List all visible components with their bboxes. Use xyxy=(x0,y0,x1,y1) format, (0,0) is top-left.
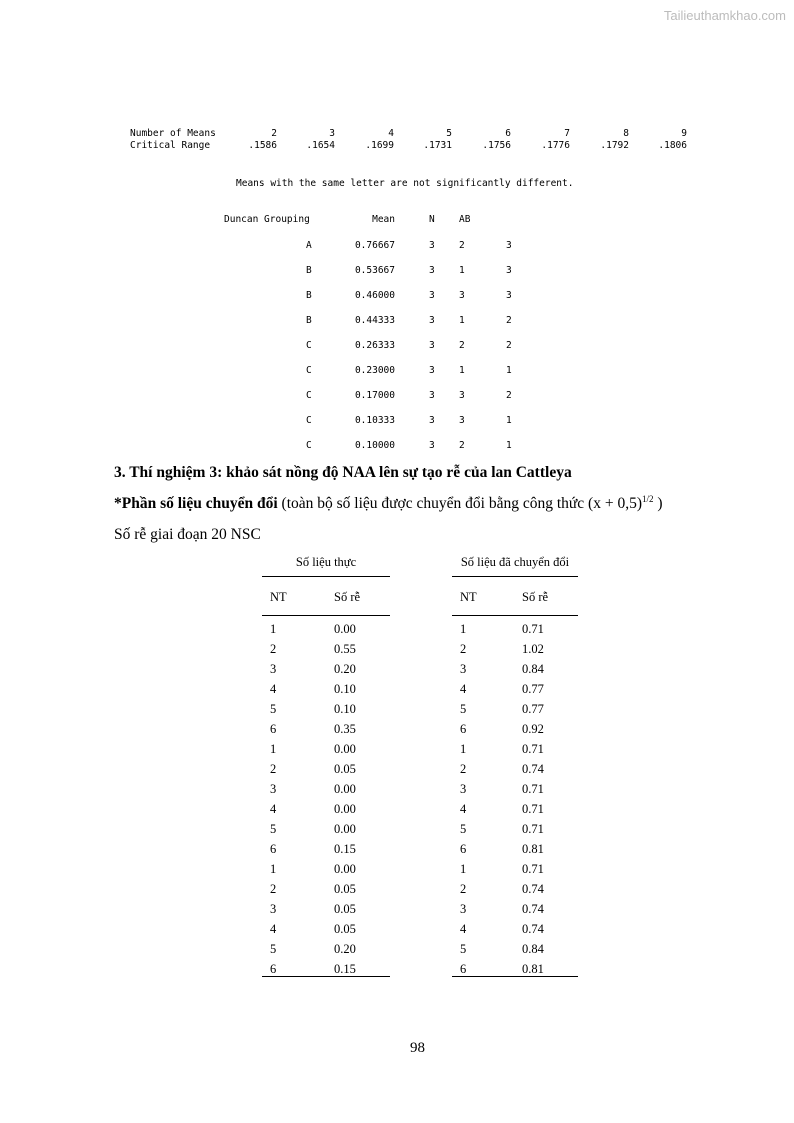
watermark: Tailieuthamkhao.com xyxy=(663,8,786,23)
nt-cell: 2 xyxy=(270,762,277,776)
nt-cell: 6 xyxy=(460,842,467,856)
duncan-group: C xyxy=(306,440,312,451)
caption-line: Số rễ giai đoạn 20 NSC xyxy=(114,526,261,543)
nt-cell: 1 xyxy=(270,622,277,636)
duncan-a: 1 xyxy=(459,365,465,376)
duncan-group: C xyxy=(306,340,312,351)
nt-cell: 6 xyxy=(270,722,277,736)
critical-range-value: .1756 xyxy=(482,140,511,151)
raw-data-table xyxy=(262,555,390,980)
range-label: Critical Range xyxy=(130,140,211,151)
so-re-cell: 0.00 xyxy=(334,782,356,796)
so-re-cell: 0.74 xyxy=(522,882,544,896)
converted-data-table xyxy=(452,555,578,980)
duncan-mean: 0.53667 xyxy=(354,265,395,276)
so-re-cell: 0.74 xyxy=(522,922,544,936)
duncan-a: 3 xyxy=(459,415,465,426)
so-re-cell: 0.71 xyxy=(522,822,544,836)
nt-cell: 2 xyxy=(460,642,467,656)
duncan-b: 3 xyxy=(506,265,512,276)
section-heading: 3. Thí nghiệm 3: khảo sát nồng độ NAA lên sự tạo rễ của lan Cattleya xyxy=(114,464,572,481)
means-value: 8 xyxy=(623,128,629,139)
raw-table-caption: Số liệu thực xyxy=(295,555,357,569)
duncan-mean: 0.26333 xyxy=(354,340,395,351)
so-re-cell: 0.05 xyxy=(334,922,356,936)
nt-cell: 5 xyxy=(460,822,467,836)
duncan-b: 1 xyxy=(506,415,512,426)
critical-range-value: .1699 xyxy=(365,140,394,151)
duncan-header-n: N xyxy=(429,214,435,225)
critical-range-value: .1586 xyxy=(248,140,277,151)
duncan-mean: 0.44333 xyxy=(354,315,395,326)
duncan-a: 1 xyxy=(459,265,465,276)
subheading xyxy=(114,495,663,513)
critical-range-value: .1654 xyxy=(306,140,335,151)
nt-cell: 2 xyxy=(460,882,467,896)
duncan-b: 2 xyxy=(506,315,512,326)
subheading-end: ) xyxy=(653,495,663,512)
duncan-mean: 0.10333 xyxy=(354,415,395,426)
so-re-cell: 0.10 xyxy=(334,702,356,716)
so-re-cell: 0.92 xyxy=(522,722,544,736)
nt-cell: 5 xyxy=(270,822,277,836)
so-re-cell: 0.74 xyxy=(522,902,544,916)
duncan-n: 3 xyxy=(429,240,435,251)
critical-range-value: .1806 xyxy=(658,140,687,151)
duncan-b: 2 xyxy=(506,340,512,351)
so-re-cell: 0.84 xyxy=(522,662,544,676)
duncan-b: 3 xyxy=(506,290,512,301)
duncan-group: C xyxy=(306,390,312,401)
page-number: 98 xyxy=(410,1040,425,1056)
so-re-cell: 0.05 xyxy=(334,902,356,916)
critical-range-value: .1792 xyxy=(600,140,629,151)
nt-cell: 3 xyxy=(270,662,277,676)
means-value: 3 xyxy=(329,128,335,139)
nt-cell: 4 xyxy=(460,682,467,696)
duncan-group: B xyxy=(306,315,312,326)
converted-table-bottom-rule xyxy=(452,976,578,977)
duncan-n: 3 xyxy=(429,365,435,376)
duncan-a: 3 xyxy=(459,390,465,401)
nt-cell: 5 xyxy=(460,702,467,716)
duncan-header-ab: AB xyxy=(459,214,471,225)
so-re-cell: 0.35 xyxy=(334,722,356,736)
duncan-group: B xyxy=(306,265,312,276)
so-re-cell: 0.55 xyxy=(334,642,356,656)
converted-header-nt: NT xyxy=(460,590,477,604)
so-re-cell: 0.71 xyxy=(522,802,544,816)
nt-cell: 4 xyxy=(270,682,277,696)
so-re-cell: 0.74 xyxy=(522,762,544,776)
duncan-b: 1 xyxy=(506,365,512,376)
so-re-cell: 0.81 xyxy=(522,842,544,856)
raw-header-nt: NT xyxy=(270,590,287,604)
duncan-a: 2 xyxy=(459,240,465,251)
nt-cell: 3 xyxy=(460,902,467,916)
nt-cell: 1 xyxy=(460,742,467,756)
so-re-cell: 0.00 xyxy=(334,822,356,836)
nt-cell: 6 xyxy=(460,722,467,736)
so-re-cell: 0.00 xyxy=(334,622,356,636)
duncan-header-mean: Mean xyxy=(372,214,395,225)
nt-cell: 3 xyxy=(270,782,277,796)
nt-cell: 2 xyxy=(270,882,277,896)
means-value: 7 xyxy=(564,128,570,139)
duncan-group: B xyxy=(306,290,312,301)
duncan-n: 3 xyxy=(429,265,435,276)
duncan-mean: 0.10000 xyxy=(354,440,395,451)
nt-cell: 1 xyxy=(270,742,277,756)
duncan-n: 3 xyxy=(429,340,435,351)
so-re-cell: 0.71 xyxy=(522,862,544,876)
nt-cell: 6 xyxy=(270,962,277,976)
subheading-text: (toàn bộ số liệu được chuyển đổi bằng công thức (x + 0,5) xyxy=(277,495,642,512)
means-value: 5 xyxy=(446,128,452,139)
so-re-cell: 0.20 xyxy=(334,942,356,956)
so-re-cell: 0.00 xyxy=(334,862,356,876)
nt-cell: 3 xyxy=(460,782,467,796)
critical-range-value: .1776 xyxy=(541,140,570,151)
duncan-n: 3 xyxy=(429,390,435,401)
duncan-mean: 0.17000 xyxy=(354,390,395,401)
duncan-mean: 0.23000 xyxy=(354,365,395,376)
duncan-n: 3 xyxy=(429,415,435,426)
so-re-cell: 0.15 xyxy=(334,962,356,976)
means-label: Number of Means xyxy=(130,128,216,139)
means-value: 9 xyxy=(681,128,687,139)
so-re-cell: 0.77 xyxy=(522,682,544,696)
raw-table-bottom-rule xyxy=(262,976,390,977)
nt-cell: 5 xyxy=(460,942,467,956)
converted-table-caption: Số liệu đã chuyển đổi xyxy=(460,555,570,569)
so-re-cell: 0.00 xyxy=(334,802,356,816)
so-re-cell: 1.02 xyxy=(522,642,544,656)
so-re-cell: 0.71 xyxy=(522,782,544,796)
raw-header-so-re: Số rễ xyxy=(334,590,361,604)
duncan-a: 1 xyxy=(459,315,465,326)
duncan-b: 1 xyxy=(506,440,512,451)
means-value: 2 xyxy=(271,128,277,139)
nt-cell: 3 xyxy=(270,902,277,916)
raw-table-header-rule xyxy=(262,615,390,616)
nt-cell: 1 xyxy=(460,862,467,876)
so-re-cell: 0.71 xyxy=(522,742,544,756)
significance-note: Means with the same letter are not significantly different. xyxy=(236,178,574,189)
nt-cell: 4 xyxy=(270,922,277,936)
subheading-bold: *Phần số liệu chuyển đổi xyxy=(114,495,278,512)
duncan-b: 2 xyxy=(506,390,512,401)
nt-cell: 5 xyxy=(270,702,277,716)
duncan-n: 3 xyxy=(429,315,435,326)
nt-cell: 1 xyxy=(270,862,277,876)
nt-cell: 4 xyxy=(460,802,467,816)
converted-table-header-rule xyxy=(452,615,578,616)
critical-range-value: .1731 xyxy=(423,140,452,151)
duncan-n: 3 xyxy=(429,290,435,301)
duncan-b: 3 xyxy=(506,240,512,251)
so-re-cell: 0.05 xyxy=(334,762,356,776)
duncan-mean: 0.46000 xyxy=(354,290,395,301)
nt-cell: 3 xyxy=(460,662,467,676)
so-re-cell: 0.84 xyxy=(522,942,544,956)
converted-header-so-re: Số rễ xyxy=(522,590,549,604)
so-re-cell: 0.77 xyxy=(522,702,544,716)
so-re-cell: 0.05 xyxy=(334,882,356,896)
means-value: 6 xyxy=(505,128,511,139)
subheading-exponent: 1/2 xyxy=(641,493,654,504)
so-re-cell: 0.10 xyxy=(334,682,356,696)
nt-cell: 6 xyxy=(270,842,277,856)
nt-cell: 6 xyxy=(460,962,467,976)
so-re-cell: 0.20 xyxy=(334,662,356,676)
duncan-a: 2 xyxy=(459,340,465,351)
duncan-a: 3 xyxy=(459,290,465,301)
duncan-a: 2 xyxy=(459,440,465,451)
raw-table-top-rule xyxy=(262,576,390,577)
nt-cell: 2 xyxy=(460,762,467,776)
means-value: 4 xyxy=(388,128,394,139)
so-re-cell: 0.00 xyxy=(334,742,356,756)
nt-cell: 4 xyxy=(270,802,277,816)
nt-cell: 1 xyxy=(460,622,467,636)
duncan-group: C xyxy=(306,365,312,376)
duncan-group: A xyxy=(306,240,312,251)
so-re-cell: 0.15 xyxy=(334,842,356,856)
so-re-cell: 0.71 xyxy=(522,622,544,636)
duncan-header-grouping: Duncan Grouping xyxy=(224,214,310,225)
so-re-cell: 0.81 xyxy=(522,962,544,976)
duncan-group: C xyxy=(306,415,312,426)
duncan-mean: 0.76667 xyxy=(354,240,395,251)
converted-table-top-rule xyxy=(452,576,578,577)
nt-cell: 5 xyxy=(270,942,277,956)
duncan-n: 3 xyxy=(429,440,435,451)
nt-cell: 4 xyxy=(460,922,467,936)
nt-cell: 2 xyxy=(270,642,277,656)
